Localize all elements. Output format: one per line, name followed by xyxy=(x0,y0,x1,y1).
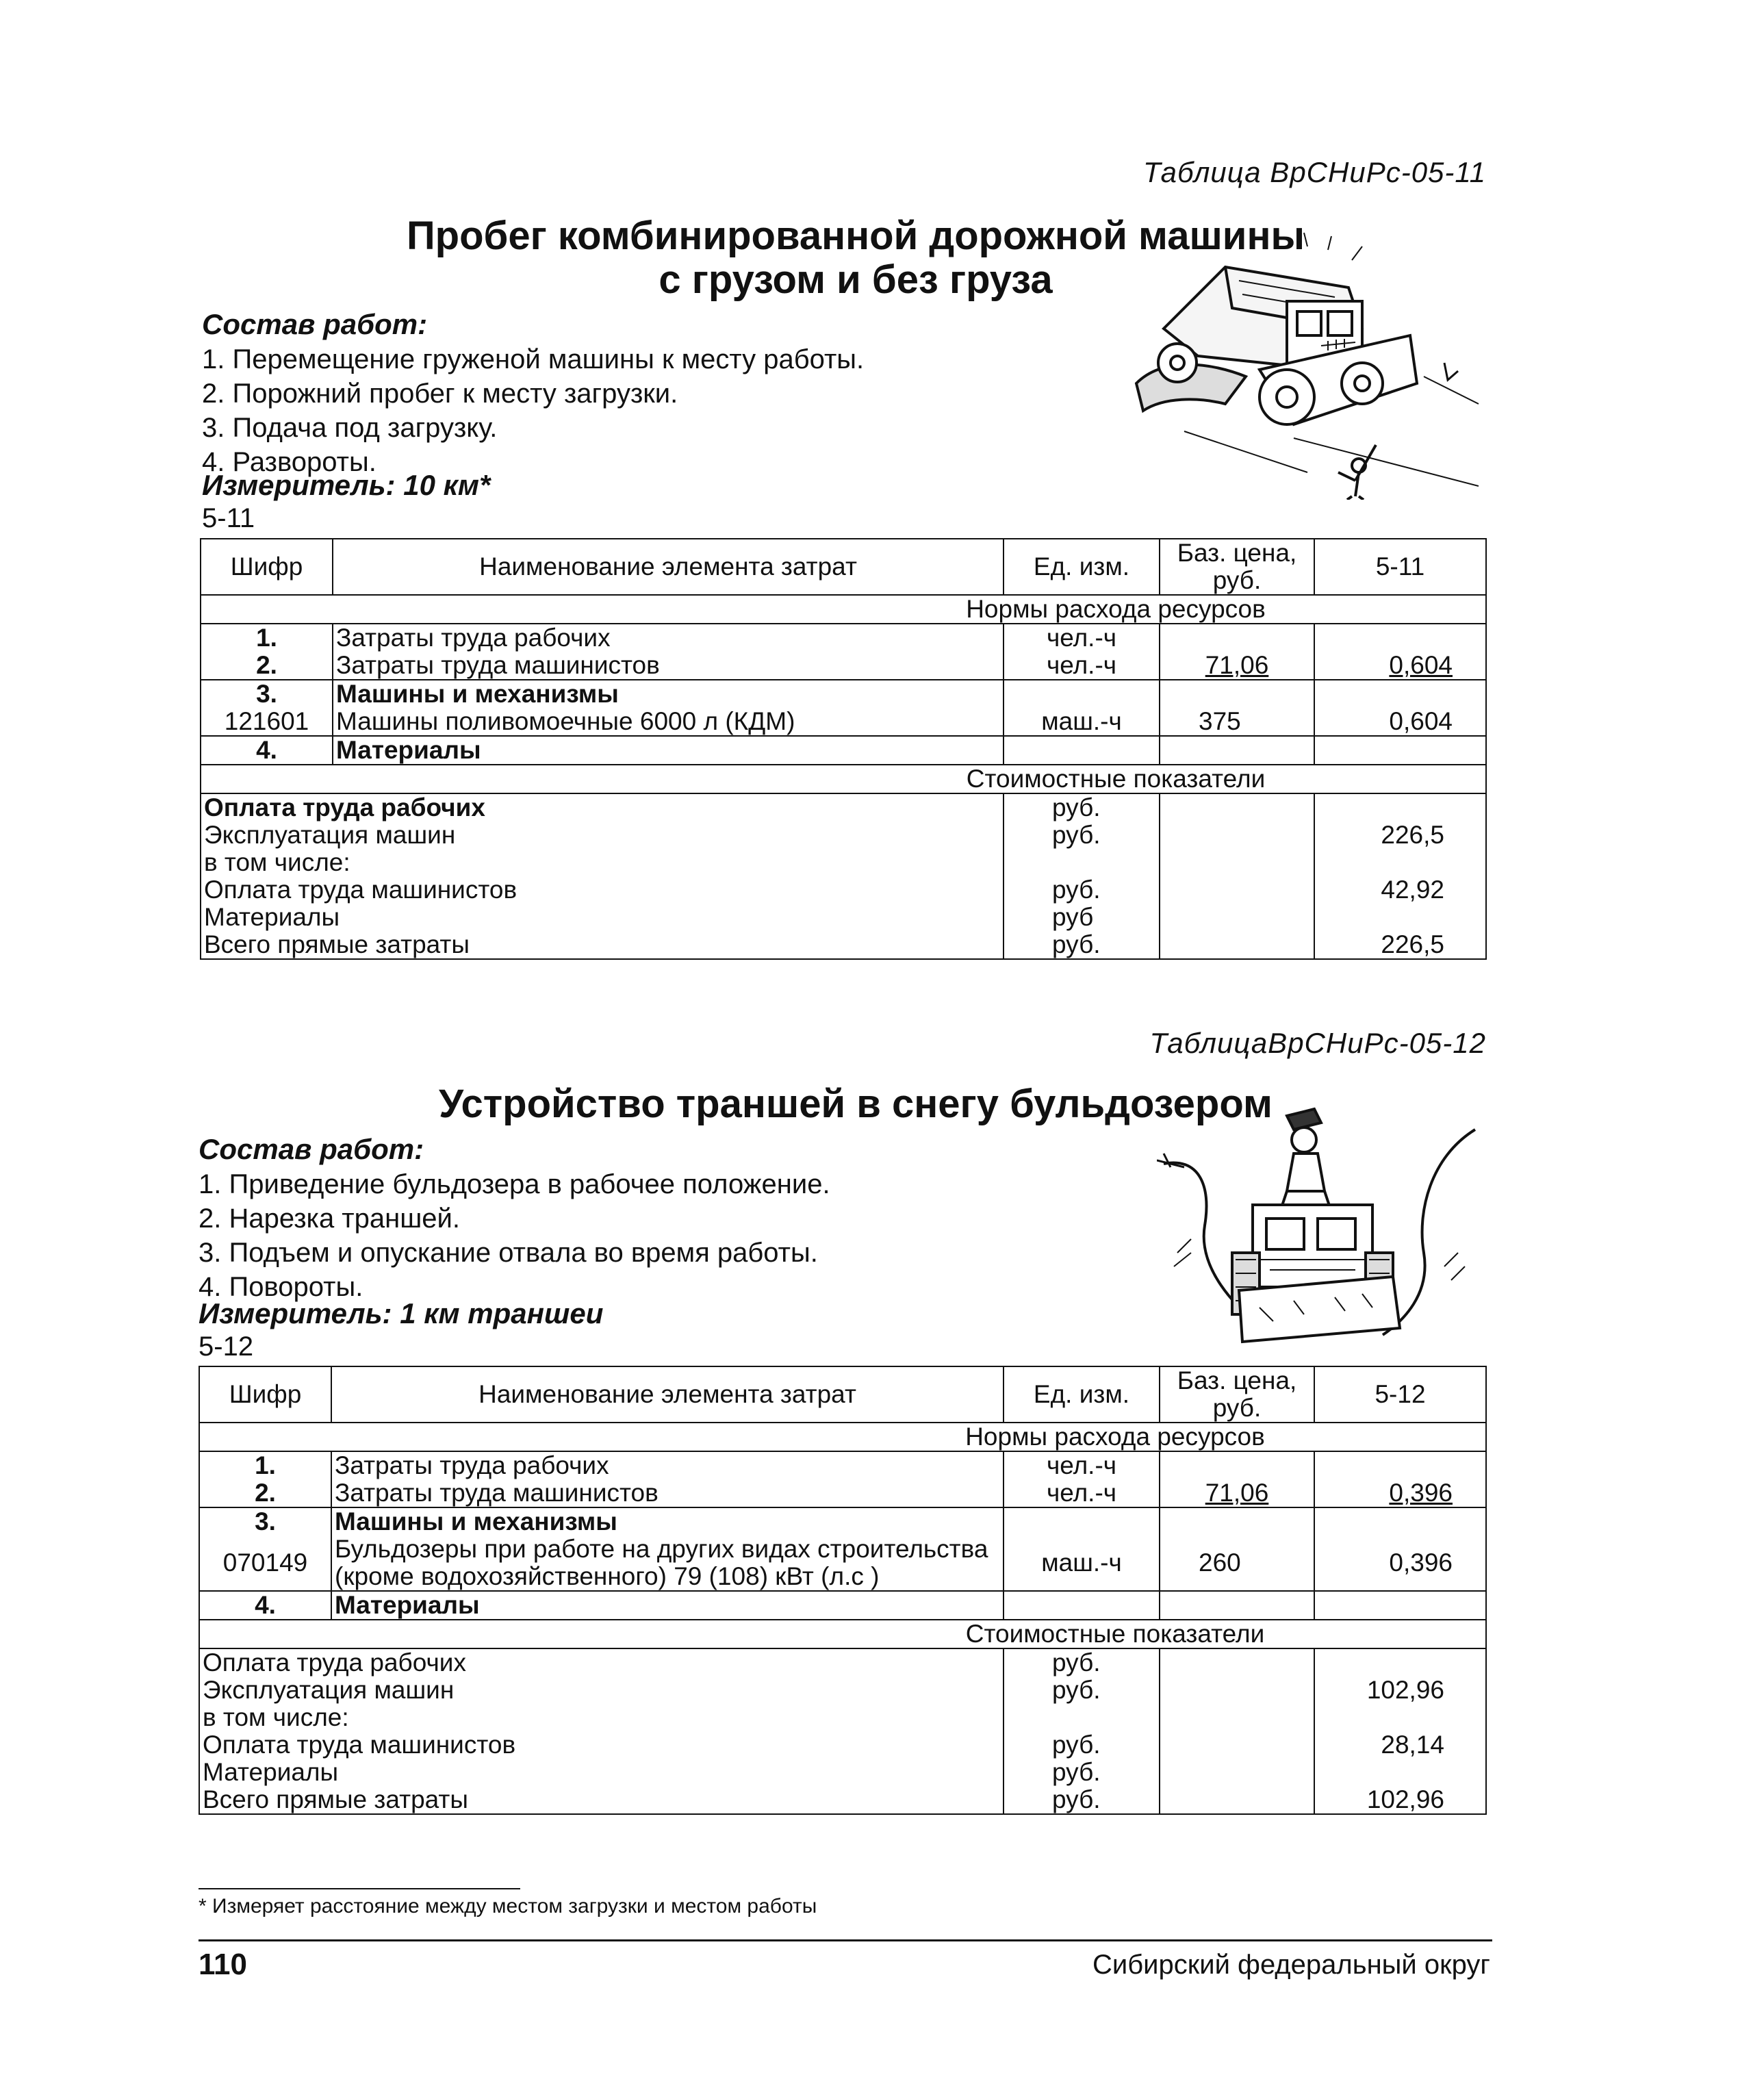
cell-value xyxy=(1314,1759,1486,1786)
cell-price xyxy=(1160,736,1314,765)
section-row xyxy=(199,1620,1486,1648)
cell-unit: руб. xyxy=(1004,1731,1160,1759)
cell-code: 070149 xyxy=(199,1536,331,1591)
cell-unit: чел.-ч xyxy=(1004,1451,1160,1479)
cost-label: Стоимостные показатели xyxy=(201,765,1486,793)
table-row xyxy=(201,931,1486,959)
region-label: Сибирский федеральный округ xyxy=(1092,1950,1490,1980)
cell-price xyxy=(1160,1451,1314,1479)
list-item: 4. Повороты. xyxy=(199,1272,363,1302)
table-row xyxy=(201,876,1486,904)
cell-price xyxy=(1160,1759,1314,1786)
cell-unit xyxy=(1004,849,1160,876)
cell-value xyxy=(1314,736,1486,765)
cell-code: 1. xyxy=(201,624,333,652)
work-list xyxy=(199,1167,830,1304)
cell-name: Материалы xyxy=(201,904,1004,931)
cell-name: Оплата труда рабочих xyxy=(201,793,1004,821)
column-header: Наименование элемента затрат xyxy=(331,1366,1004,1423)
section-title: Устройство траншей в снегу бульдозером xyxy=(439,1082,1273,1126)
column-header: 5-11 xyxy=(1314,539,1486,595)
cell-unit: руб. xyxy=(1004,793,1160,821)
cell-name: Машины поливомоечные 6000 л (КДМ) xyxy=(333,708,1004,736)
table-row xyxy=(201,904,1486,931)
table-row xyxy=(199,1536,1486,1591)
cell-code: 3. xyxy=(199,1507,331,1536)
cell-code: 2. xyxy=(199,1479,331,1507)
list-item: 3. Подъем и опускание отвала во время работы. xyxy=(199,1238,818,1268)
cell-value xyxy=(1314,680,1486,708)
cell-name-line: (кроме водохозяйственного) 79 (108) кВт (л.с ) xyxy=(335,1562,880,1590)
cell-price xyxy=(1160,1677,1314,1704)
cell-value: 226,5 xyxy=(1314,821,1486,849)
cell-name: Оплата труда машинистов xyxy=(199,1731,1004,1759)
column-header: 5-12 xyxy=(1314,1366,1486,1423)
column-header: Шифр xyxy=(199,1366,331,1423)
cell-name: Машины и механизмы xyxy=(333,680,1004,708)
column-header: Ед. изм. xyxy=(1004,539,1160,595)
cell-value: 0,396 xyxy=(1314,1479,1486,1507)
section-row xyxy=(199,1423,1486,1451)
cell-price xyxy=(1160,821,1314,849)
cell-unit xyxy=(1004,1591,1160,1620)
cell-price: 71,06 xyxy=(1160,1479,1314,1507)
table-row xyxy=(199,1591,1486,1620)
bulldozer-illustration xyxy=(1157,1102,1485,1355)
norm-code: 5-12 xyxy=(199,1331,254,1362)
table-row xyxy=(201,821,1486,849)
cell-price xyxy=(1160,931,1314,959)
cell-name: в том числе: xyxy=(199,1704,1004,1731)
cell-price xyxy=(1160,1786,1314,1814)
cell-name: Затраты труда рабочих xyxy=(333,624,1004,652)
cell-unit xyxy=(1004,1704,1160,1731)
cell-unit: руб. xyxy=(1004,821,1160,849)
table-id: ТаблицаВрСНиРс-05-12 xyxy=(1149,1027,1486,1059)
measure-unit: Измеритель: 1 км траншеи xyxy=(199,1297,604,1329)
cell-unit: руб. xyxy=(1004,1786,1160,1814)
cell-code: 4. xyxy=(199,1591,331,1620)
table-row xyxy=(199,1759,1486,1786)
table-row xyxy=(199,1731,1486,1759)
cost-label: Стоимостные показатели xyxy=(199,1620,1486,1648)
list-item: 2. Нарезка траншей. xyxy=(199,1203,460,1234)
cell-unit: руб. xyxy=(1004,876,1160,904)
cell-price xyxy=(1160,793,1314,821)
column-header: Баз. цена, руб. xyxy=(1160,539,1314,595)
cell-unit: чел.-ч xyxy=(1004,652,1160,680)
cell-value xyxy=(1314,793,1486,821)
cell-name: Затраты труда рабочих xyxy=(331,1451,1004,1479)
cell-value xyxy=(1314,624,1486,652)
cell-price: 260 xyxy=(1160,1536,1314,1591)
list-item: 3. Подача под загрузку. xyxy=(202,413,498,443)
list-item: 1. Перемещение груженой машины к месту работы. xyxy=(202,344,865,374)
cell-name xyxy=(331,1536,1004,1591)
list-item: 4. Развороты. xyxy=(202,447,376,477)
cell-price xyxy=(1160,1648,1314,1677)
cell-name: Эксплуатация машин xyxy=(199,1677,1004,1704)
footnote: * Измеряет расстояние между местом загрузки и местом работы xyxy=(199,1895,817,1917)
norms-table xyxy=(199,1366,1487,1815)
cell-unit: руб. xyxy=(1004,1759,1160,1786)
cell-name-line: Бульдозеры при работе на других видах строительства xyxy=(335,1535,988,1563)
table-row xyxy=(201,680,1486,708)
norm-code: 5-11 xyxy=(202,503,255,533)
cell-value: 226,5 xyxy=(1314,931,1486,959)
table-row xyxy=(199,1648,1486,1677)
cell-value xyxy=(1314,1507,1486,1536)
measure-unit: Измеритель: 10 км* xyxy=(202,469,491,501)
norms-label: Нормы расхода ресурсов xyxy=(199,1423,1486,1451)
cell-price xyxy=(1160,904,1314,931)
table-row xyxy=(199,1786,1486,1814)
cell-code: 3. xyxy=(201,680,333,708)
footer-divider xyxy=(199,1939,1492,1941)
table-row xyxy=(201,624,1486,652)
cell-value: 0,604 xyxy=(1314,652,1486,680)
column-header: Ед. изм. xyxy=(1004,1366,1160,1423)
column-header: Баз. цена, руб. xyxy=(1160,1366,1314,1423)
cell-code: 4. xyxy=(201,736,333,765)
cell-unit: маш.-ч xyxy=(1004,708,1160,736)
cell-unit: руб xyxy=(1004,904,1160,931)
cell-name: Всего прямые затраты xyxy=(199,1786,1004,1814)
column-header: Наименование элемента затрат xyxy=(333,539,1004,595)
cell-name: Оплата труда машинистов xyxy=(201,876,1004,904)
cell-price xyxy=(1160,1507,1314,1536)
cell-unit xyxy=(1004,1507,1160,1536)
section-row xyxy=(201,765,1486,793)
cell-value xyxy=(1314,1451,1486,1479)
cell-price xyxy=(1160,1731,1314,1759)
table-row xyxy=(201,736,1486,765)
cell-value xyxy=(1314,1591,1486,1620)
cell-unit: руб. xyxy=(1004,931,1160,959)
table-row xyxy=(199,1677,1486,1704)
cell-unit: руб. xyxy=(1004,1677,1160,1704)
road-machine-illustration xyxy=(1123,226,1506,500)
table-row xyxy=(201,793,1486,821)
cell-name: в том числе: xyxy=(201,849,1004,876)
norms-label: Нормы расхода ресурсов xyxy=(201,595,1486,624)
cell-price xyxy=(1160,876,1314,904)
cell-value: 28,14 xyxy=(1314,1731,1486,1759)
cell-value: 102,96 xyxy=(1314,1786,1486,1814)
cell-value xyxy=(1314,849,1486,876)
cell-price xyxy=(1160,1591,1314,1620)
cell-unit: чел.-ч xyxy=(1004,624,1160,652)
table-header-row xyxy=(199,1366,1486,1423)
table-row xyxy=(201,708,1486,736)
section-title: Пробег комбинированной дорожной машины xyxy=(406,214,1305,258)
cell-code: 1. xyxy=(199,1451,331,1479)
cell-price: 375 xyxy=(1160,708,1314,736)
cell-value: 102,96 xyxy=(1314,1677,1486,1704)
table-row xyxy=(201,849,1486,876)
table-row xyxy=(199,1479,1486,1507)
cell-name: Материалы xyxy=(199,1759,1004,1786)
work-heading: Состав работ: xyxy=(199,1133,424,1165)
cell-unit: маш.-ч xyxy=(1004,1536,1160,1591)
cell-code: 2. xyxy=(201,652,333,680)
work-heading: Состав работ: xyxy=(202,308,428,340)
cell-value: 0,396 xyxy=(1314,1536,1486,1591)
norms-table xyxy=(200,538,1487,960)
cell-price xyxy=(1160,1704,1314,1731)
cell-unit xyxy=(1004,736,1160,765)
list-item: 2. Порожний пробег к месту загрузки. xyxy=(202,379,678,409)
section-row xyxy=(201,595,1486,624)
footnote-divider xyxy=(199,1888,520,1889)
cell-value: 0,604 xyxy=(1314,708,1486,736)
table-row xyxy=(199,1451,1486,1479)
table-row xyxy=(201,652,1486,680)
cell-price xyxy=(1160,624,1314,652)
table-row xyxy=(199,1704,1486,1731)
list-item: 1. Приведение бульдозера в рабочее положение. xyxy=(199,1169,830,1199)
cell-price: 71,06 xyxy=(1160,652,1314,680)
cell-unit: руб. xyxy=(1004,1648,1160,1677)
cell-name: Всего прямые затраты xyxy=(201,931,1004,959)
page-number: 110 xyxy=(199,1948,247,1981)
cell-name: Материалы xyxy=(331,1591,1004,1620)
cell-value xyxy=(1314,1704,1486,1731)
cell-unit: чел.-ч xyxy=(1004,1479,1160,1507)
section-subtitle: с грузом и без груза xyxy=(659,257,1053,302)
cell-name: Материалы xyxy=(333,736,1004,765)
cell-price xyxy=(1160,849,1314,876)
cell-unit xyxy=(1004,680,1160,708)
column-header: Шифр xyxy=(201,539,333,595)
cell-name: Оплата труда рабочих xyxy=(199,1648,1004,1677)
cell-value xyxy=(1314,904,1486,931)
cell-value xyxy=(1314,1648,1486,1677)
cell-code: 121601 xyxy=(201,708,333,736)
table-row xyxy=(199,1507,1486,1536)
table-header-row xyxy=(201,539,1486,595)
cell-value: 42,92 xyxy=(1314,876,1486,904)
cell-price xyxy=(1160,680,1314,708)
table-id: Таблица ВрСНиРс-05-11 xyxy=(1142,156,1486,188)
cell-name: Затраты труда машинистов xyxy=(331,1479,1004,1507)
work-list xyxy=(202,342,864,479)
cell-name: Эксплуатация машин xyxy=(201,821,1004,849)
cell-name: Машины и механизмы xyxy=(331,1507,1004,1536)
cell-name: Затраты труда машинистов xyxy=(333,652,1004,680)
